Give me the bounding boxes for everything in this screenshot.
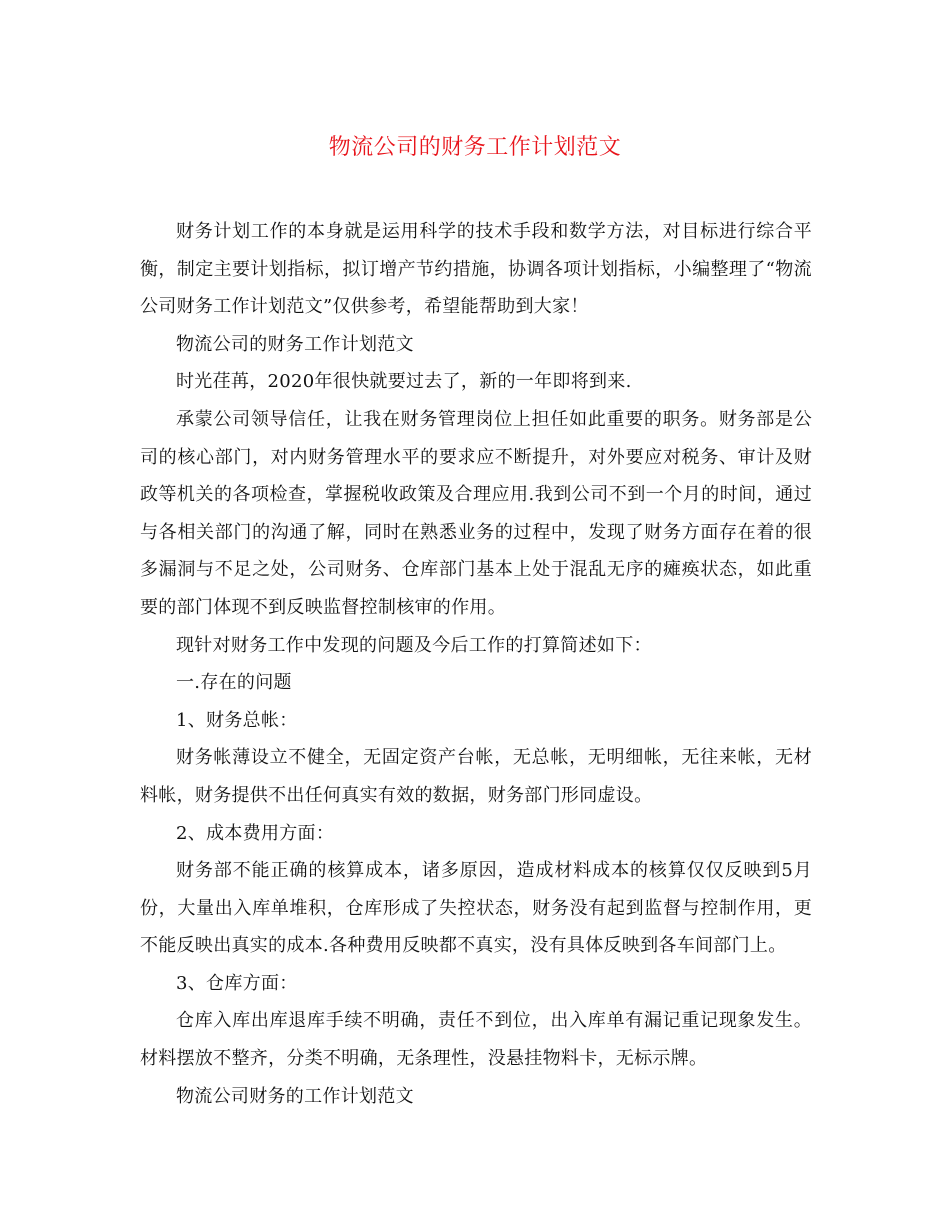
- paragraph-closing-title: 物流公司财务的工作计划范文: [176, 1085, 414, 1107]
- paragraph-time: 时光荏苒，2020年很快就要过去了，新的一年即将到来.: [176, 371, 632, 393]
- document-body: [140, 213, 812, 1115]
- paragraph-cost: 财务部不能正确的核算成本，诸多原因，造成材料成本的核算仅仅反映到5月份，大量出入库单堆积，仓库形成了失控状态，财务没有起到监督与控制作用，更不能反映出真实的成本.各种费用反映都不真实，没有具体反映到各车间部门上。: [140, 860, 812, 957]
- paragraph-background: 承蒙公司领导信任，让我在财务管理岗位上担任如此重要的职务。财务部是公司的核心部门，对内财务管理水平的要求应不断提升，对外要应对税务、审计及财政等机关的各项检查，掌握税收政策及合理应用.我到公司不到一个月的时间，通过与各相关部门的沟通了解，同时在熟悉业务的过程中，发现了财务方面存在着的很多漏洞与不足之处，公司财务、仓库部门基本上处于混乱无序的瘫痪状态，如此重要的部门体现不到反映监督控制核审的作用。: [140, 408, 812, 618]
- paragraph-general-ledger: 财务帐薄设立不健全，无固定资产台帐，无总帐，无明细帐，无往来帐，无材料帐，财务提供不出任何真实有效的数据，财务部门形同虚设。: [140, 747, 812, 806]
- subheading-cost: 2、成本费用方面：: [176, 822, 335, 844]
- paragraph-warehouse: 仓库入库出库退库手续不明确，责任不到位，出入库单有漏记重记现象发生。材料摆放不整齐，分类不明确，无条理性，没悬挂物料卡，无标示牌。: [140, 1010, 812, 1070]
- subheading-general-ledger: 1、财务总帐：: [176, 709, 298, 731]
- paragraph-intro: 财务计划工作的本身就是运用科学的技术手段和数学方法，对目标进行综合平衡，制定主要计划指标，拟订增产节约措施，协调各项计划指标，小编整理了“物流公司财务工作计划范文”仅供参考，希望能帮助到大家！: [140, 221, 812, 318]
- section-heading-problems: 一.存在的问题: [176, 672, 292, 694]
- document-title: 物流公司的财务工作计划范文: [328, 135, 622, 160]
- paragraph-subtitle: 物流公司的财务工作计划范文: [176, 333, 414, 355]
- paragraph-summary-intro: 现针对财务工作中发现的问题及今后工作的打算简述如下：: [176, 634, 652, 656]
- subheading-warehouse: 3、仓库方面：: [176, 972, 298, 994]
